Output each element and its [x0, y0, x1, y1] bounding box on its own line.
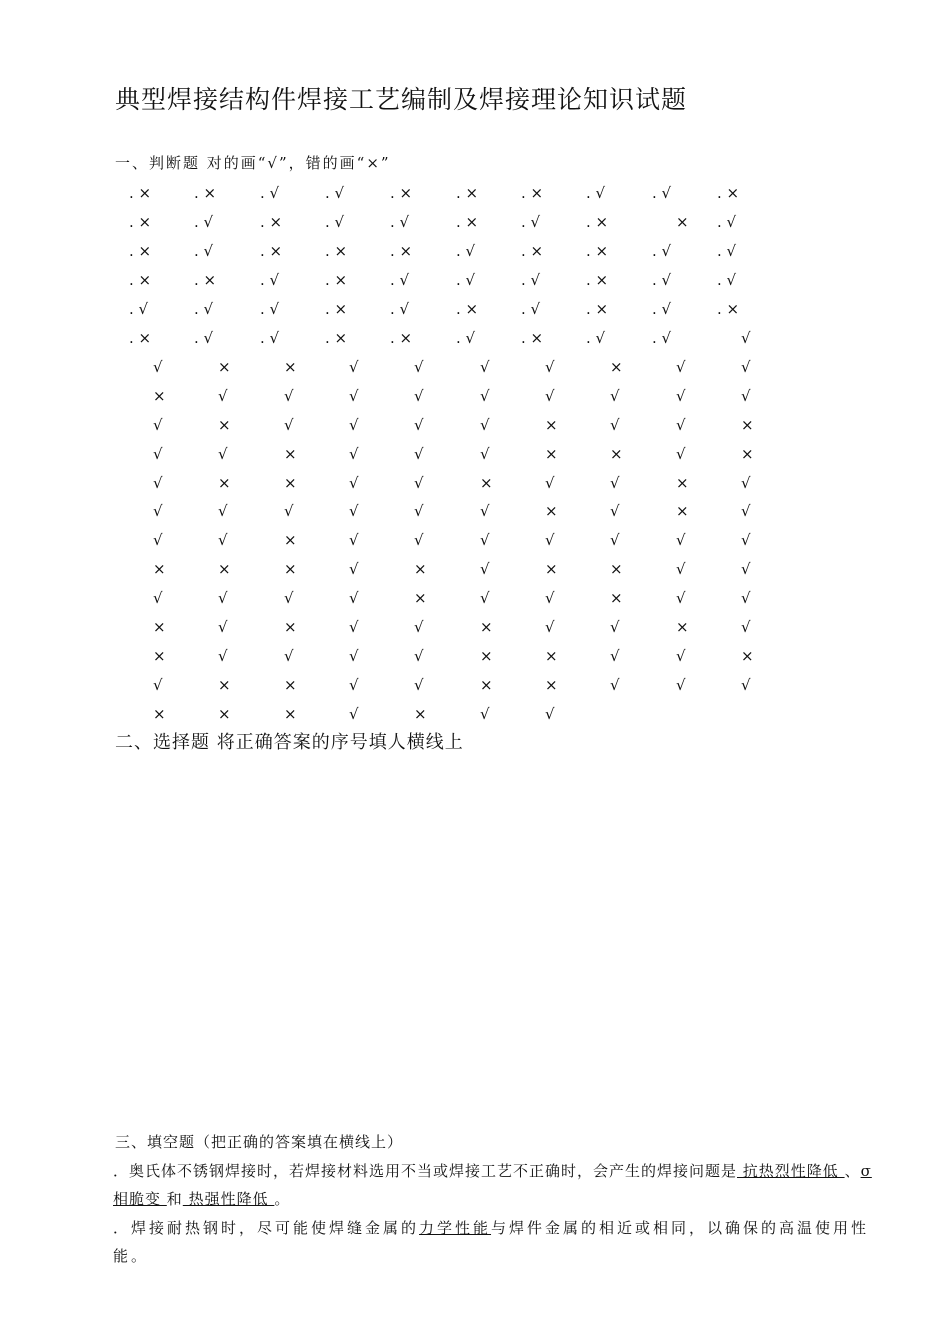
answer-cell: . √ — [521, 271, 541, 289]
answer-cell: × — [153, 705, 166, 723]
answer-cell: √ — [610, 618, 620, 636]
answer-cell: × — [218, 358, 231, 376]
answer-cell: √ — [480, 531, 490, 549]
answer-cell: . × — [325, 300, 348, 318]
answer-cell: × — [676, 213, 689, 231]
answer-cell: √ — [480, 387, 490, 405]
answer-cell: × — [153, 647, 166, 665]
answer-cell: × — [284, 676, 297, 694]
answer-cell: × — [545, 676, 558, 694]
answer-cell: √ — [545, 474, 555, 492]
answer-cell: × — [741, 445, 754, 463]
answer-cell: √ — [153, 416, 163, 434]
answer-cell: √ — [153, 358, 163, 376]
answer-cell: √ — [284, 589, 294, 607]
answer-cell: × — [610, 589, 623, 607]
answer-cell: . √ — [652, 184, 672, 202]
answer-cell: √ — [741, 531, 751, 549]
answer-cell: . √ — [652, 271, 672, 289]
answer-cell: . × — [586, 242, 609, 260]
answer-cell: √ — [741, 589, 751, 607]
answer-cell: √ — [349, 445, 359, 463]
answer-cell: √ — [676, 589, 686, 607]
answer-cell: × — [218, 416, 231, 434]
answer-cell: √ — [349, 618, 359, 636]
answer-cell: √ — [545, 531, 555, 549]
answer-cell: √ — [480, 589, 490, 607]
answer-cell: . × — [194, 184, 217, 202]
answer-cell: √ — [676, 676, 686, 694]
answer-cell: . × — [325, 242, 348, 260]
answer-cell: × — [284, 705, 297, 723]
answer-cell: . √ — [586, 184, 606, 202]
question-2-answer-1: 力学性能 — [419, 1219, 492, 1237]
question-2-text: ．焊接耐热钢时，尽可能使焊缝金属的 — [113, 1219, 420, 1237]
answer-cell: × — [545, 502, 558, 520]
answer-cell: . × — [521, 184, 544, 202]
answer-cell: √ — [349, 705, 359, 723]
answer-cell: × — [610, 445, 623, 463]
question-1-answer-3: 热强性降低 — [182, 1190, 275, 1208]
answer-cell: . × — [325, 329, 348, 347]
answer-cell: × — [741, 416, 754, 434]
answer-cell: × — [414, 560, 427, 578]
answer-cell: × — [676, 502, 689, 520]
answer-cell: √ — [284, 416, 294, 434]
answer-cell: √ — [676, 387, 686, 405]
answer-cell: . √ — [586, 329, 606, 347]
answer-cell: √ — [218, 531, 228, 549]
answer-cell: √ — [218, 589, 228, 607]
answer-cell: . √ — [521, 213, 541, 231]
answer-cell: . √ — [717, 213, 737, 231]
answer-cell: √ — [545, 387, 555, 405]
answer-cell: √ — [480, 560, 490, 578]
answer-cell: √ — [414, 647, 424, 665]
answer-cell: × — [153, 387, 166, 405]
answer-cell: . √ — [456, 329, 476, 347]
answer-cell: √ — [741, 676, 751, 694]
answer-cell: . × — [129, 213, 152, 231]
question-1-separator-1: 、 — [844, 1162, 861, 1180]
answer-cell: . × — [456, 184, 479, 202]
question-1-answer-2: σ 相脆变 — [113, 1162, 872, 1208]
answer-cell: √ — [610, 387, 620, 405]
question-1-answer-1: 抗热烈性降低 — [737, 1162, 845, 1180]
answer-cell: √ — [610, 474, 620, 492]
answer-cell: √ — [610, 416, 620, 434]
answer-cell: √ — [349, 358, 359, 376]
answer-cell: . √ — [260, 300, 280, 318]
answer-cell: √ — [349, 647, 359, 665]
answer-cell: √ — [480, 358, 490, 376]
answer-cell: . √ — [652, 300, 672, 318]
answer-cell: . √ — [194, 329, 214, 347]
answer-cell: × — [480, 618, 493, 636]
answer-cell: × — [153, 560, 166, 578]
answer-cell: √ — [284, 387, 294, 405]
answer-cell: . × — [260, 213, 283, 231]
answer-cell: √ — [284, 502, 294, 520]
answer-cell: . × — [586, 300, 609, 318]
answer-cell: . √ — [390, 300, 410, 318]
answer-cell: × — [218, 474, 231, 492]
answer-cell: × — [480, 647, 493, 665]
answer-cell: × — [480, 676, 493, 694]
answer-cell: × — [284, 531, 297, 549]
answer-cell: . √ — [717, 271, 737, 289]
answer-cell: √ — [676, 531, 686, 549]
answer-cell: . √ — [194, 242, 214, 260]
section-1-heading: 一、判断题 对的画“√”，错的画“×” — [115, 154, 391, 172]
answer-cell: √ — [741, 474, 751, 492]
answer-cell: √ — [480, 445, 490, 463]
answer-cell: √ — [545, 705, 555, 723]
question-1-separator-2: 和 — [166, 1190, 183, 1208]
answer-cell: . √ — [325, 184, 345, 202]
answer-cell: . √ — [325, 213, 345, 231]
answer-cell: . × — [390, 184, 413, 202]
answer-cell: √ — [153, 502, 163, 520]
answer-cell: √ — [349, 676, 359, 694]
answer-cell: . × — [586, 271, 609, 289]
answer-cell: √ — [349, 502, 359, 520]
answer-cell: × — [284, 474, 297, 492]
answer-cell: √ — [741, 329, 751, 347]
section-2-heading: 二、选择题 将正确答案的序号填人横线上 — [115, 732, 464, 753]
answer-cell: . × — [129, 329, 152, 347]
answer-cell: √ — [414, 445, 424, 463]
answer-cell: × — [153, 618, 166, 636]
answer-cell: . × — [260, 242, 283, 260]
answer-cell: . × — [129, 271, 152, 289]
answer-cell: √ — [414, 618, 424, 636]
answer-cell: . × — [586, 213, 609, 231]
answer-cell: √ — [349, 589, 359, 607]
answer-cell: . × — [194, 271, 217, 289]
answer-cell: . √ — [260, 184, 280, 202]
answer-cell: √ — [153, 474, 163, 492]
answer-cell: . × — [325, 271, 348, 289]
answer-cell: √ — [153, 531, 163, 549]
answer-cell: √ — [741, 618, 751, 636]
answer-cell: . √ — [390, 271, 410, 289]
answer-cell: × — [676, 618, 689, 636]
answer-cell: √ — [610, 647, 620, 665]
answer-cell: √ — [414, 502, 424, 520]
answer-cell: √ — [153, 445, 163, 463]
answer-cell: . √ — [456, 242, 476, 260]
answer-cell: . √ — [194, 213, 214, 231]
answer-cell: . √ — [129, 300, 149, 318]
answer-cell: . √ — [390, 213, 410, 231]
answer-cell: √ — [610, 502, 620, 520]
answer-cell: √ — [741, 560, 751, 578]
answer-cell: . × — [129, 184, 152, 202]
answer-cell: √ — [349, 474, 359, 492]
answer-cell: × — [545, 560, 558, 578]
answer-cell: √ — [480, 416, 490, 434]
answer-cell: × — [610, 560, 623, 578]
question-1-text: ．奥氏体不锈钢焊接时，若焊接材料选用不当或焊接工艺不正确时，会产生的焊接问题是 — [113, 1162, 738, 1180]
answer-cell: √ — [218, 445, 228, 463]
answer-cell: √ — [218, 647, 228, 665]
answer-cell: √ — [676, 445, 686, 463]
answer-cell: . √ — [652, 329, 672, 347]
answer-cell: √ — [741, 358, 751, 376]
answer-cell: × — [480, 474, 493, 492]
answer-cell: √ — [218, 618, 228, 636]
answer-cell: √ — [414, 358, 424, 376]
answer-cell: √ — [153, 589, 163, 607]
answer-cell: √ — [545, 358, 555, 376]
answer-cell: × — [218, 676, 231, 694]
answer-cell: . √ — [194, 300, 214, 318]
answer-cell: × — [610, 358, 623, 376]
fill-in-question-2 — [113, 1214, 885, 1270]
answer-cell: √ — [545, 618, 555, 636]
answer-cell: × — [741, 647, 754, 665]
answer-cell: . √ — [652, 242, 672, 260]
answer-cell: . √ — [260, 329, 280, 347]
answer-cell: × — [218, 560, 231, 578]
answer-cell: × — [284, 618, 297, 636]
answer-cell: √ — [349, 387, 359, 405]
answer-cell: × — [676, 474, 689, 492]
answer-cell: × — [545, 647, 558, 665]
answer-cell: . × — [717, 184, 740, 202]
answer-cell: √ — [741, 387, 751, 405]
answer-cell: × — [218, 705, 231, 723]
answer-cell: √ — [676, 416, 686, 434]
answer-cell: √ — [741, 502, 751, 520]
page-title: 典型焊接结构件焊接工艺编制及焊接理论知识试题 — [115, 85, 688, 114]
answer-cell: . × — [456, 300, 479, 318]
answer-cell: √ — [610, 676, 620, 694]
answer-cell: . × — [129, 242, 152, 260]
answer-cell: √ — [610, 531, 620, 549]
answer-cell: . × — [390, 242, 413, 260]
answer-cell: × — [545, 416, 558, 434]
question-1-end: 。 — [274, 1190, 291, 1208]
answer-cell: × — [414, 705, 427, 723]
answer-cell: . √ — [260, 271, 280, 289]
answer-cell: √ — [480, 502, 490, 520]
answer-cell: √ — [545, 589, 555, 607]
answer-cell: √ — [414, 416, 424, 434]
answer-cell: √ — [414, 387, 424, 405]
answer-cell: . √ — [717, 242, 737, 260]
answer-cell: . × — [521, 329, 544, 347]
answer-cell: × — [284, 358, 297, 376]
section-3-heading: 三、填空题（把正确的答案填在横线上） — [115, 1133, 404, 1151]
answer-cell: √ — [414, 474, 424, 492]
answer-cell: √ — [153, 676, 163, 694]
answer-cell: . × — [390, 329, 413, 347]
answer-cell: . × — [521, 242, 544, 260]
answer-cell: √ — [218, 502, 228, 520]
answer-cell: × — [545, 445, 558, 463]
answer-cell: √ — [414, 676, 424, 694]
answer-cell: √ — [349, 416, 359, 434]
answer-cell: × — [284, 560, 297, 578]
answer-cell: √ — [414, 531, 424, 549]
answer-cell: √ — [676, 358, 686, 376]
answer-cell: √ — [218, 387, 228, 405]
answer-cell: √ — [676, 560, 686, 578]
answer-cell: × — [284, 445, 297, 463]
answer-cell: √ — [349, 560, 359, 578]
answer-cell: . √ — [521, 300, 541, 318]
fill-in-question-1 — [113, 1157, 885, 1213]
answer-cell: . × — [717, 300, 740, 318]
question-2-end: 与焊件金属的相近或相同，以确保的高温使用性能。 — [113, 1219, 870, 1265]
answer-cell: . √ — [456, 271, 476, 289]
answer-cell: × — [414, 589, 427, 607]
answer-cell: √ — [284, 647, 294, 665]
answer-cell: √ — [349, 531, 359, 549]
answer-cell: √ — [480, 705, 490, 723]
answer-cell: √ — [676, 647, 686, 665]
answer-cell: . × — [456, 213, 479, 231]
